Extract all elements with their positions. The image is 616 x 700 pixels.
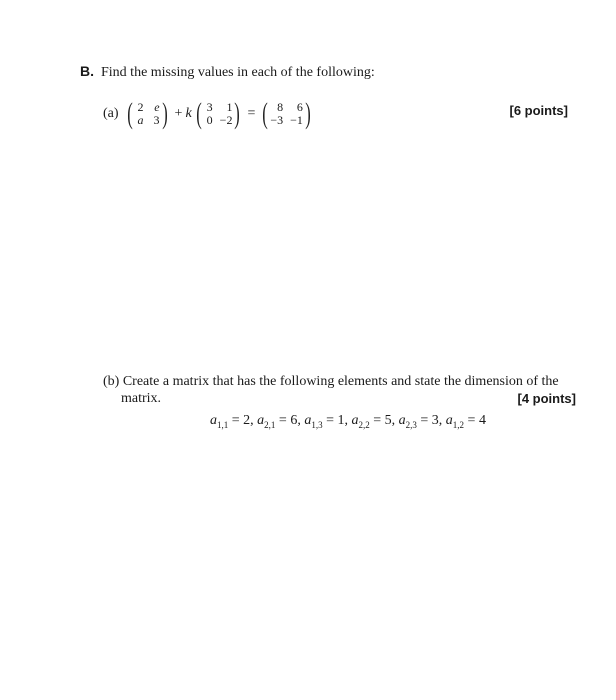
section-letter: B. xyxy=(80,63,94,79)
part-b-text-line-1: (b) Create a matrix that has the following elements and state the dimension of the xyxy=(103,374,559,389)
right-paren: ) xyxy=(161,97,168,130)
part-a-equation xyxy=(103,96,315,132)
element-term: $a_{1,2} = 4$ xyxy=(445,413,486,430)
left-paren: ( xyxy=(195,97,202,130)
plus-sign: + xyxy=(174,106,183,121)
matrix-2-entry: 0 xyxy=(206,113,213,127)
element-term: $a_{2,3} = 3$ xyxy=(398,413,439,430)
matrix-elements-list: $a_{1,1} = 2$, $a_{2,1} = 6$, $a_{1,3} = 1$, $a_{2,2} = 5$, $a_{2,3} = 3$, $a_{1,2} = 4$ xyxy=(210,413,486,430)
part-b-text-line-2: matrix. xyxy=(121,391,162,406)
left-paren: ( xyxy=(126,97,133,130)
element-term: $a_{1,1} = 2$ xyxy=(210,413,251,430)
matrix-2 xyxy=(194,99,243,129)
matrix-3-entry: 8 xyxy=(277,100,284,114)
matrix-3-entry: −3 xyxy=(270,113,284,127)
matrix-1-entry: 2 xyxy=(137,100,144,114)
part-b-points: [4 points] xyxy=(517,391,576,406)
matrix-2-entry: 3 xyxy=(206,100,213,114)
matrix-3-entry: −1 xyxy=(290,113,303,127)
matrix-1-entry: a xyxy=(137,113,144,127)
element-term: $a_{2,1} = 6$ xyxy=(257,413,298,430)
equals-sign: = xyxy=(247,106,256,121)
matrix-1 xyxy=(125,99,170,129)
scalar-k: k xyxy=(185,106,192,121)
matrix-2-entry: −2 xyxy=(219,113,233,127)
left-paren: ( xyxy=(262,97,269,130)
element-term: $a_{2,2} = 5$ xyxy=(351,413,392,430)
element-term: $a_{1,3} = 1$ xyxy=(304,413,345,430)
matrix-1-entry: 3 xyxy=(153,113,160,127)
matrix-1-entry: e xyxy=(154,100,160,114)
part-a-label: (a) xyxy=(103,106,119,121)
matrix-3-entry: 6 xyxy=(296,100,303,114)
matrix-2-entry: 1 xyxy=(226,100,233,114)
part-a-points: [6 points] xyxy=(509,103,568,118)
section-b-heading xyxy=(80,63,375,81)
matrix-3 xyxy=(260,99,313,129)
right-paren: ) xyxy=(234,97,241,130)
right-paren: ) xyxy=(305,97,311,130)
section-instruction: Find the missing values in each of the following: xyxy=(101,65,375,80)
